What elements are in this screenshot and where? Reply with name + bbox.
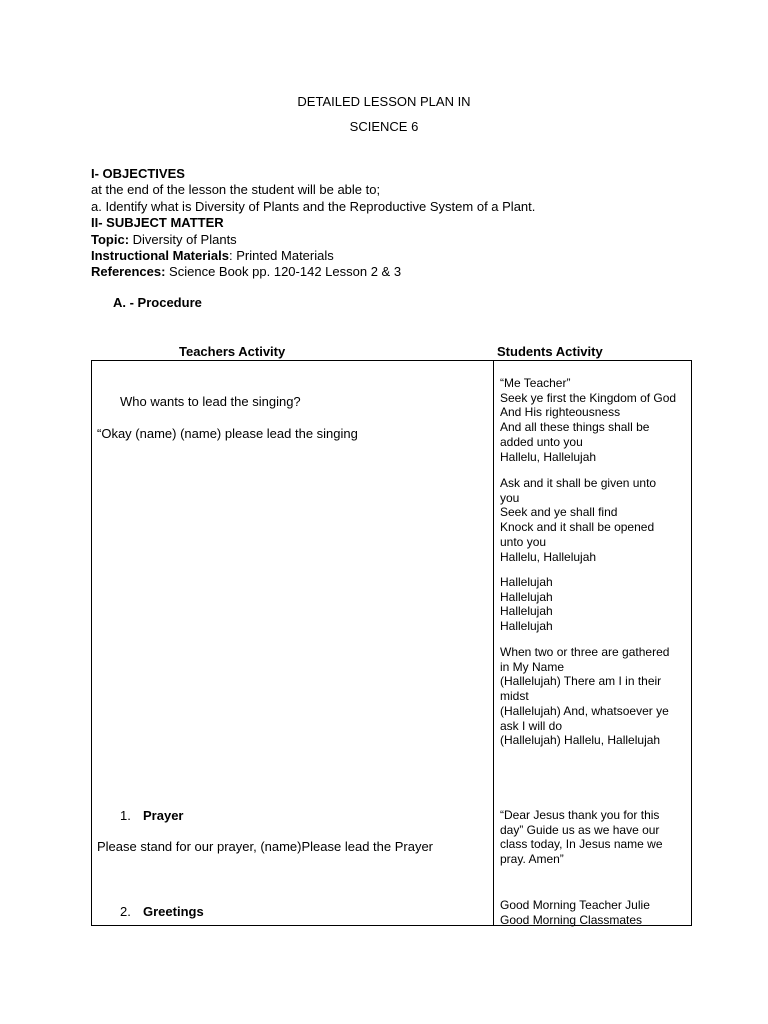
activity-table: [91, 360, 692, 926]
topic-label: Topic:: [91, 232, 130, 247]
topic-line: [91, 232, 237, 247]
objectives-heading: I- OBJECTIVES: [91, 166, 185, 181]
teacher-singing-question: Who wants to lead the singing?: [120, 394, 301, 409]
student-prayer: “Dear Jesus thank you for this day” Guide us as we have our class today, In Jesus name we pray. Amen”: [500, 808, 663, 867]
students-activity-header: Students Activity: [497, 344, 603, 359]
prayer-label: Prayer: [143, 808, 184, 823]
teacher-singing-instruction: “Okay (name) (name) please lead the singing: [97, 426, 358, 441]
references-line: [91, 264, 401, 279]
materials-label: Instructional Materials: [91, 248, 229, 263]
subject-matter-heading: II- SUBJECT MATTER: [91, 215, 224, 230]
teacher-prayer-instruction: Please stand for our prayer, (name)Please lead the Prayer: [97, 839, 434, 854]
topic-value: Diversity of Plants: [129, 232, 237, 247]
student-greetings: Good Morning Teacher Julie Good Morning Classmates: [500, 898, 650, 927]
objective-a: a. Identify what is Diversity of Plants and the Reproductive System of a Plant.: [91, 199, 536, 214]
document-title-line2: SCIENCE 6: [349, 119, 419, 134]
materials-line: [91, 248, 334, 263]
student-song-verse-1: “Me Teacher” Seek ye first the Kingdom of God And His righteousness And all these things shall be added unto you Hallelu, Hallelujah: [500, 376, 677, 464]
prayer-number: 1.: [120, 808, 131, 823]
student-song-chorus: Hallelujah Hallelujah Hallelujah Hallelujah: [500, 575, 553, 634]
procedure-heading: A. - Procedure: [113, 295, 202, 310]
column-divider: [493, 361, 494, 925]
materials-value: : Printed Materials: [228, 248, 334, 263]
teachers-activity-header: Teachers Activity: [179, 344, 286, 359]
references-label: References:: [91, 264, 166, 279]
document-title-line1: DETAILED LESSON PLAN IN: [297, 94, 471, 109]
student-song-verse-2: Ask and it shall be given unto you Seek and ye shall find Knock and it shall be opened unto you Hallelu, Hallelujah: [500, 476, 657, 564]
references-value: Science Book pp. 120-142 Lesson 2 & 3: [165, 264, 402, 279]
greetings-number: 2.: [120, 904, 131, 919]
greetings-label: Greetings: [143, 904, 204, 919]
student-song-verse-3: When two or three are gathered in My Name (Hallelujah) There am I in their midst (Hallelujah) And, whatsoever ye ask I will do (Hallelujah) Hallelu, Hallelujah: [500, 645, 670, 748]
objectives-intro: at the end of the lesson the student will be able to;: [91, 182, 381, 197]
